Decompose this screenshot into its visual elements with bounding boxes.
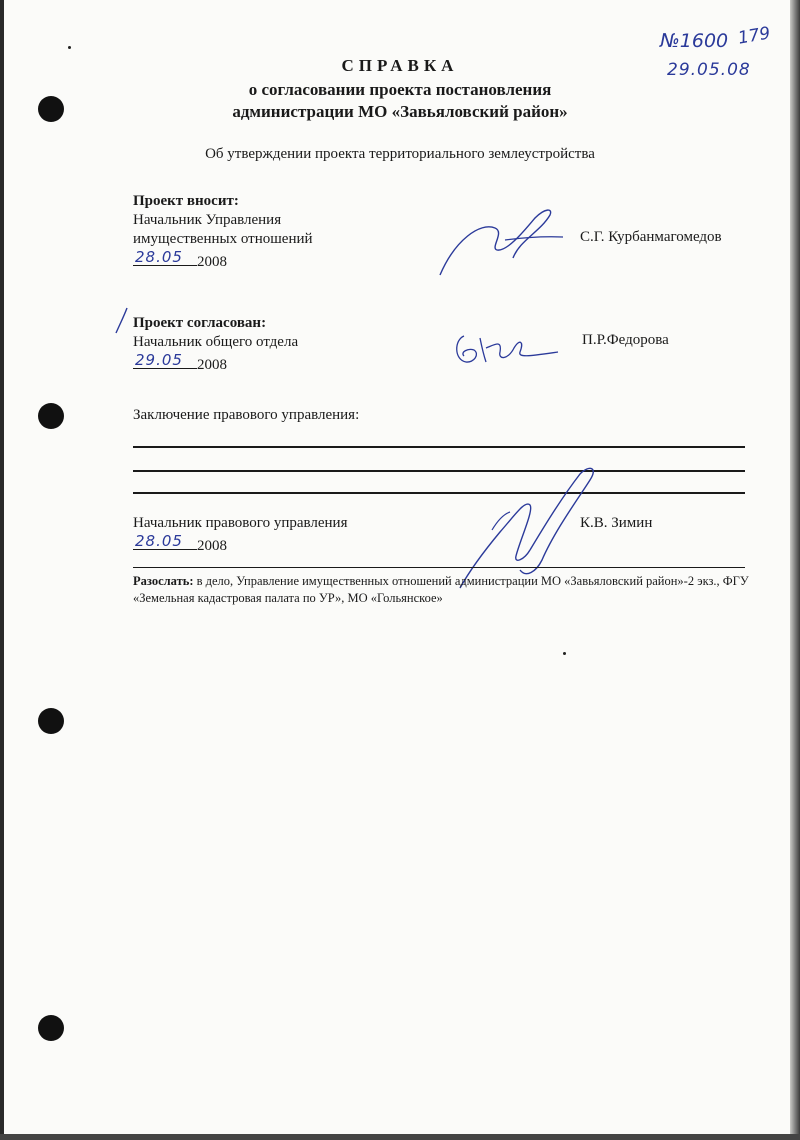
introduced-year: 2008 — [197, 254, 227, 270]
distribution-text: в дело, Управление имущественных отношений администрации МО «Завьяловский район»-2 экз., ФГУ «Земельная кадастровая палата по УР», МО «Гольянское» — [133, 574, 749, 605]
agreed-date — [133, 351, 227, 374]
document-subject: Об утверждении проекта территориального землеустройства — [205, 146, 595, 162]
document-title: СПРАВКА — [341, 56, 459, 75]
document-subtitle-line1: о согласовании проекта постановления — [248, 80, 552, 99]
distribution-block — [133, 573, 753, 607]
introduced-date — [133, 248, 227, 271]
introduced-heading: Проект вносит: — [133, 193, 239, 209]
distribution-separator — [133, 567, 745, 568]
scan-edge-right — [790, 0, 800, 1140]
speck — [68, 46, 71, 49]
legal-date — [133, 532, 227, 555]
legal-year: 2008 — [197, 538, 227, 554]
introduced-position-line1: Начальник Управления — [133, 212, 282, 228]
document-subtitle-line2: администрации МО «Завьяловский район» — [232, 102, 568, 121]
punch-hole — [38, 708, 64, 734]
speck — [563, 652, 566, 655]
legal-date-handwritten: 28.05 — [135, 532, 183, 550]
legal-name: К.В. Зимин — [580, 515, 653, 531]
introduced-name: С.Г. Курбанмагомедов — [580, 229, 722, 245]
registration-sheet: 179 — [736, 23, 772, 49]
agreed-name: П.Р.Федорова — [582, 332, 669, 348]
agreed-date-handwritten: 29.05 — [135, 351, 183, 369]
legal-conclusion-label: Заключение правового управления: — [133, 407, 360, 423]
agreed-position: Начальник общего отдела — [133, 334, 299, 350]
introduced-position-line2: имущественных отношений — [133, 231, 313, 247]
punch-hole — [38, 403, 64, 429]
scan-edge-bottom — [0, 1134, 800, 1140]
agreed-year: 2008 — [197, 357, 227, 373]
signature-fedorova — [450, 330, 560, 370]
punch-hole — [38, 1015, 64, 1041]
agreed-heading: Проект согласован: — [133, 315, 267, 331]
signature-kurbanmagomedov — [435, 200, 565, 280]
distribution-label: Разослать: — [133, 574, 194, 588]
introduced-date-handwritten: 28.05 — [135, 248, 183, 266]
legal-position: Начальник правового управления — [133, 515, 348, 531]
registration-date: 29.05.08 — [667, 60, 751, 80]
conclusion-line — [133, 446, 745, 448]
scan-edge-left — [0, 0, 4, 1140]
tick-mark — [112, 306, 132, 336]
registration-number: №1600 — [660, 30, 729, 52]
